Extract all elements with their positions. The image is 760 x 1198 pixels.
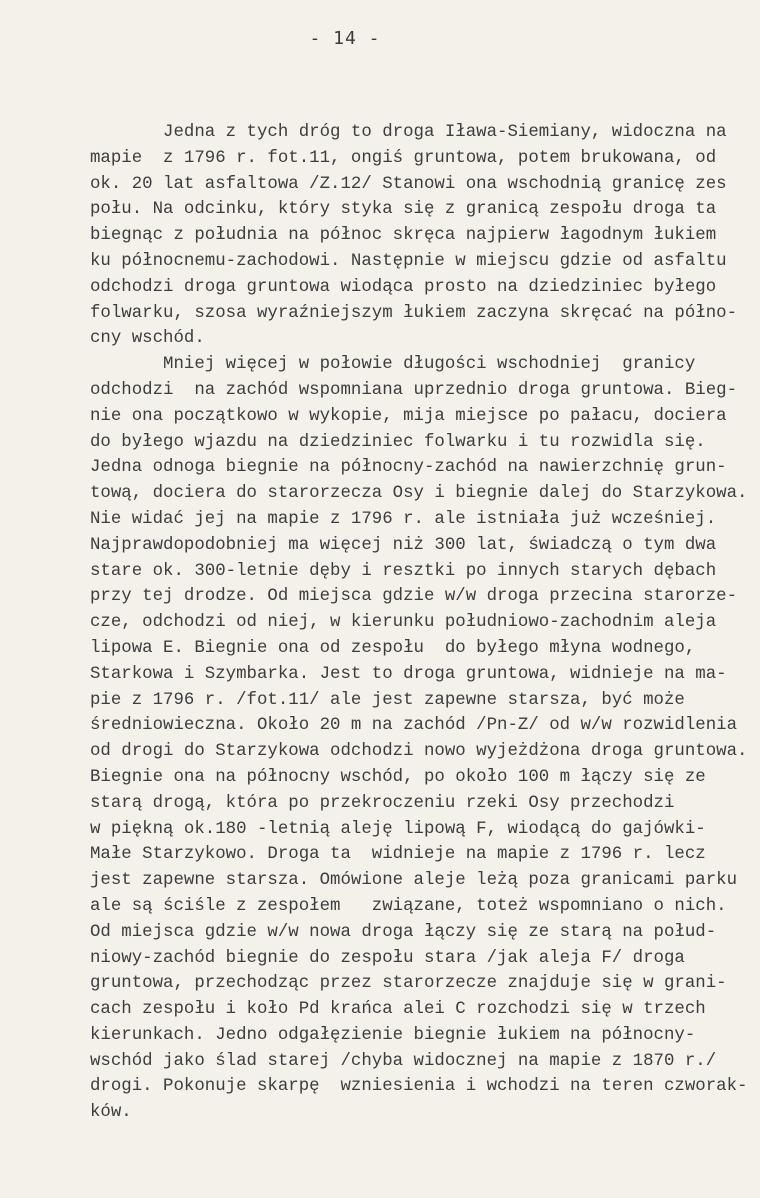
text-line: Mniej więcej w połowie długości wschodniej granicy (90, 355, 696, 375)
text-line: starą drogą, która po przekroczeniu rzeki Osy przechodzi (90, 793, 675, 813)
text-line: ku północnemu-zachodowi. Następnie w miejscu gdzie od asfaltu (90, 251, 727, 271)
text-line: tową, dociera do starorzecza Osy i biegnie dalej do Starzykowa. (90, 484, 748, 504)
text-line: odchodzi droga gruntowa wiodąca prosto na dziedziniec byłego (90, 277, 717, 297)
text-line: ale są ściśle z zespołem związane, toteż wspomniano o nich. (90, 896, 727, 916)
text-line: do byłego wjazdu na dziedziniec folwarku i tu rozwidla się. (90, 432, 706, 452)
page-number: - 14 - (309, 28, 381, 49)
text-line: nie ona początkowo w wykopie, mija miejsce po pałacu, dociera (90, 406, 727, 426)
text-line: Biegnie ona na północny wschód, po około 100 m łączy się ze (90, 767, 706, 787)
text-line: stare ok. 300-letnie dęby i resztki po innych starych dębach (90, 561, 717, 581)
text-line: ok. 20 lat asfaltowa /Z.12/ Stanowi ona wschodnią granicę zes (90, 174, 727, 194)
text-line: mapie z 1796 r. fot.11, ongiś gruntowa, potem brukowana, od (90, 148, 717, 168)
text-line: kierunkach. Jedno odgałęzienie biegnie łukiem na północny- (90, 1025, 696, 1045)
text-line: odchodzi na zachód wspomniana uprzednio droga gruntowa. Bieg- (90, 380, 738, 400)
text-line: Najprawdopodobniej ma więcej niż 300 lat, świadczą o tym dwa (90, 535, 717, 555)
text-line: pie z 1796 r. /fot.11/ ale jest zapewne starsza, być może (90, 690, 685, 710)
text-line: Małe Starzykowo. Droga ta widnieje na mapie z 1796 r. lecz (90, 845, 706, 865)
text-line: cny wschód. (90, 329, 205, 349)
text-line: Starkowa i Szymbarka. Jest to droga gruntowa, widnieje na ma- (90, 664, 727, 684)
body-text (90, 120, 750, 1126)
text-line: połu. Na odcinku, który styka się z granicą zespołu droga ta (90, 200, 717, 220)
text-line: drogi. Pokonuje skarpę wzniesienia i wchodzi na teren czworak- (90, 1077, 748, 1097)
text-line: Nie widać jej na mapie z 1796 r. ale istniała już wcześniej. (90, 509, 717, 529)
text-line: Jedna z tych dróg to droga Iława-Siemiany, widoczna na (90, 123, 727, 142)
text-line: przy tej drodze. Od miejsca gdzie w/w droga przecina starorze- (90, 587, 738, 607)
text-line: jest zapewne starsza. Omówione aleje leżą poza granicami parku (90, 871, 738, 891)
text-line: cach zespołu i koło Pd krańca alei C rozchodzi się w trzech (90, 1000, 706, 1020)
text-line: niowy-zachód biegnie do zespołu stara /jak aleja F/ droga (90, 948, 685, 968)
text-line: gruntowa, przechodząc przez starorzecze znajduje się w grani- (90, 974, 727, 994)
text-line: Od miejsca gdzie w/w nowa droga łączy się ze starą na połud- (90, 922, 717, 942)
text-line: cze, odchodzi od niej, w kierunku południowo-zachodnim aleja (90, 613, 717, 633)
text-line: wschód jako ślad starej /chyba widocznej na mapie z 1870 r./ (90, 1051, 717, 1071)
text-line: średniowieczna. Około 20 m na zachód /Pn-Z/ od w/w rozwidlenia (90, 716, 738, 736)
text-line: od drogi do Starzykowa odchodzi nowo wyjeżdżona droga gruntowa. (90, 742, 748, 762)
text-line: w piękną ok.180 -letnią aleję lipową F, wiodącą do gajówki- (90, 819, 706, 839)
text-line: Jedna odnoga biegnie na północny-zachód na nawierzchnię grun- (90, 458, 727, 478)
text-line: lipowa E. Biegnie ona od zespołu do byłego młyna wodnego, (90, 638, 696, 658)
text-line: folwarku, szosa wyraźniejszym łukiem zaczyna skręcać na półno- (90, 303, 738, 323)
text-line: ków. (90, 1103, 132, 1123)
text-line: biegnąc z południa na północ skręca najpierw łagodnym łukiem (90, 226, 717, 246)
